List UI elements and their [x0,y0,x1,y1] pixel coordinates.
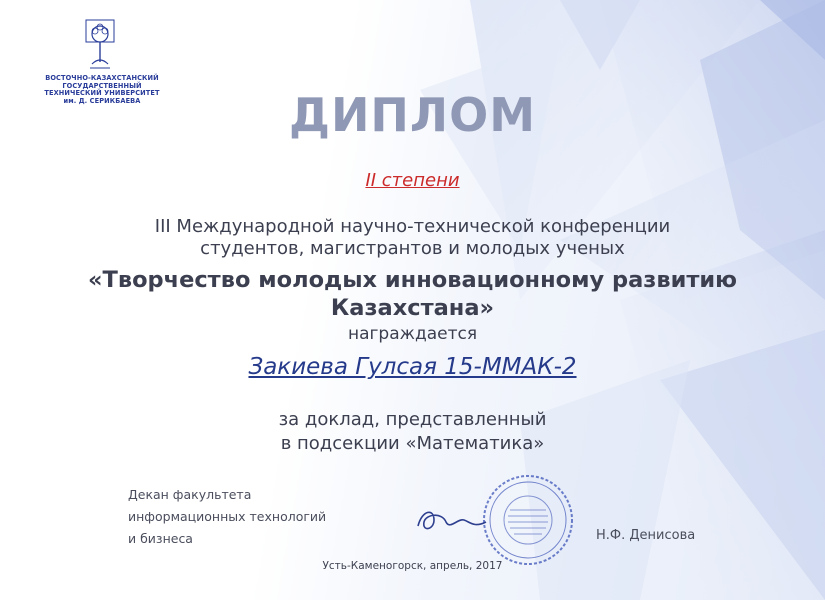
dean-line: информационных технологий [128,509,327,524]
university-line: ГОСУДАРСТВЕННЫЙ [62,81,142,90]
conference-description [0,216,825,260]
conference-line: III Международной научно-технической конференции [154,216,671,237]
diploma-title: ДИПЛОМ [288,88,537,142]
conference-title [0,266,825,322]
city-date: Усть-Каменогорск, апрель, 2017 [322,560,503,572]
degree-label: II степени [365,170,460,191]
awarded-label: награждается [347,324,478,344]
dean-name: Н.Ф. Денисова [596,528,696,543]
university-line: ВОСТОЧНО-КАЗАХСТАНСКИЙ [45,74,159,82]
dean-title [128,484,326,550]
recipient-name: Закиева Гулсая 15-ММАК-2 [248,354,577,380]
tree-emblem-icon [82,14,118,74]
dean-line: и бизнеса [128,531,193,546]
report-description [0,408,825,456]
report-line: в подсекции «Математика» [280,433,545,454]
round-stamp-icon [480,472,576,568]
handwritten-signature-icon [412,500,492,540]
university-line: им. Д. СЕРИКБАЕВА [63,96,141,105]
conference-title-line: «Творчество молодых инновационному развитию [87,267,738,293]
conference-title-line: Казахстана» [330,295,495,321]
dean-line: Декан факультета [128,487,252,502]
conference-line: студентов, магистрантов и молодых ученых [200,238,625,259]
report-line: за доклад, представленный [278,409,547,430]
university-line: ТЕХНИЧЕСКИЙ УНИВЕРСИТЕТ [44,89,160,98]
